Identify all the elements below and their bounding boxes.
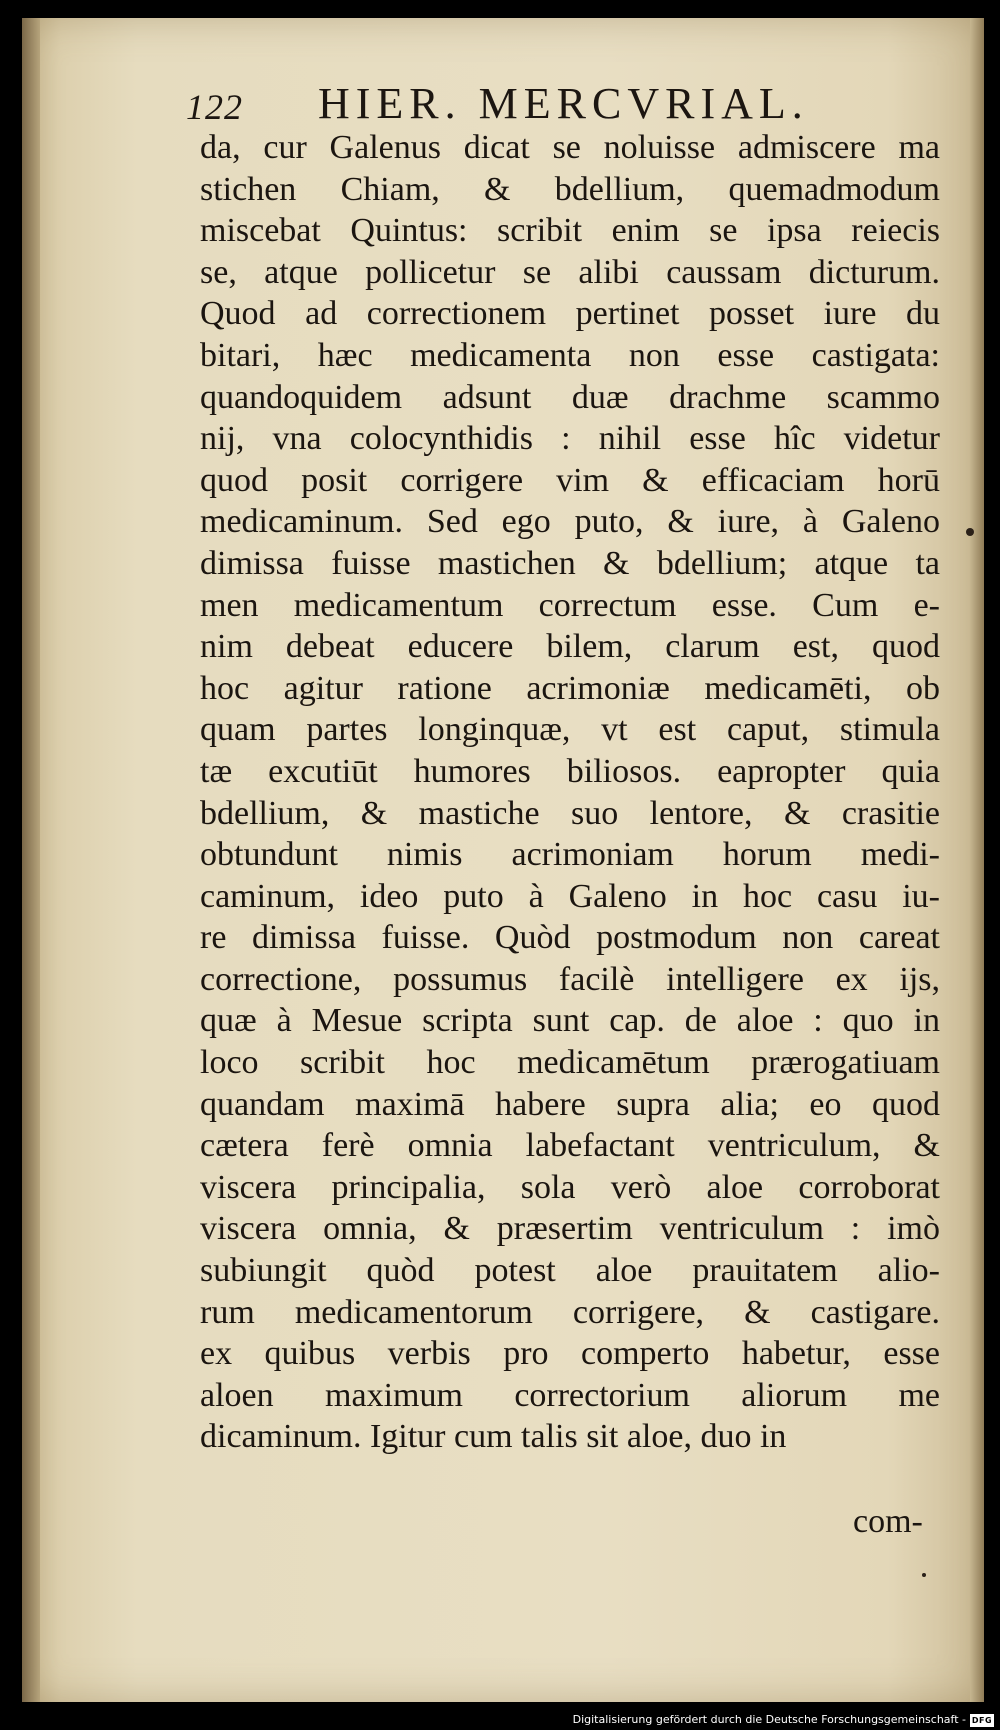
text-line: obtundunt nimis acrimoniam horum medi- bbox=[200, 836, 940, 874]
text-line: stichen Chiam, & bdellium, quemadmodum bbox=[200, 170, 940, 208]
page-header bbox=[168, 78, 868, 134]
text-line: nim debeat educere bilem, clarum est, quod bbox=[200, 628, 940, 666]
text-line: quandoquidem adsunt duæ drachme scammo bbox=[200, 378, 940, 416]
text-line: subiungit quòd potest aloe prauitatem alio- bbox=[200, 1252, 940, 1290]
text-line: caminum, ideo puto à Galeno in hoc casu iu- bbox=[200, 877, 940, 915]
text-line: viscera principalia, sola verò aloe corroborat bbox=[200, 1168, 940, 1206]
text-line: dimissa fuisse mastichen & bdellium; atque ta bbox=[200, 544, 940, 582]
dfg-logo: DFG bbox=[971, 1716, 993, 1725]
text-line: rum medicamentorum corrigere, & castigare. bbox=[200, 1293, 940, 1331]
body-text bbox=[200, 127, 940, 1458]
text-line: da, cur Galenus dicat se noluisse admiscere ma bbox=[200, 129, 940, 166]
ink-speck bbox=[966, 528, 974, 536]
text-line: hoc agitur ratione acrimoniæ medicamēti, ob bbox=[200, 669, 940, 707]
text-line: medicaminum. Sed ego puto, & iure, à Galeno bbox=[200, 503, 940, 541]
catchword: com- bbox=[853, 1503, 923, 1540]
running-head: HIER. MERCVRIAL. bbox=[318, 79, 809, 128]
text-line: men medicamentum correctum esse. Cum e- bbox=[200, 586, 940, 624]
ink-speck bbox=[922, 1573, 926, 1577]
page-gutter-shadow bbox=[22, 18, 40, 1702]
text-line: se, atque pollicetur se alibi caussam dicturum. bbox=[200, 253, 940, 291]
page-number: 122 bbox=[186, 87, 243, 127]
text-line: quod posit corrigere vim & efficaciam horū bbox=[200, 461, 940, 499]
text-line: tæ excutiūt humores biliosos. eapropter quia bbox=[200, 752, 940, 790]
text-line: bitari, hæc medicamenta non esse castigata: bbox=[200, 336, 940, 374]
text-line: quæ à Mesue scripta sunt cap. de aloe : quo in bbox=[200, 1002, 940, 1040]
text-line: re dimissa fuisse. Quòd postmodum non careat bbox=[200, 919, 940, 957]
text-line: correctione, possumus facilè intelligere ex ijs, bbox=[200, 960, 940, 998]
text-line: miscebat Quintus: scribit enim se ipsa reiecis bbox=[200, 212, 940, 250]
text-line: quandam maximā habere supra alia; eo quod bbox=[200, 1085, 940, 1123]
footer-credit: Digitalisierung gefördert durch die Deutsche Forschungsgemeinschaft - bbox=[572, 1713, 966, 1726]
text-line: viscera omnia, & præsertim ventriculum : imò bbox=[200, 1210, 940, 1248]
text-line: dicaminum. Igitur cum talis sit aloe, duo in bbox=[200, 1418, 787, 1456]
text-line: loco scribit hoc medicamētum prærogatiuam bbox=[200, 1044, 940, 1082]
text-line: cætera ferè omnia labefactant ventriculum, & bbox=[200, 1127, 940, 1165]
text-line: ex quibus verbis pro comperto habetur, esse bbox=[200, 1335, 940, 1373]
text-line: Quod ad correctionem pertinet posset iure du bbox=[200, 295, 940, 333]
text-line: quam partes longinquæ, vt est caput, stimula bbox=[200, 711, 940, 749]
text-line: aloen maximum correctorium aliorum me bbox=[200, 1376, 940, 1414]
text-line: bdellium, & mastiche suo lentore, & crasitie bbox=[200, 794, 940, 832]
text-line: nij, vna colocynthidis : nihil esse hîc videtur bbox=[200, 420, 940, 458]
page-edge-shadow bbox=[970, 18, 984, 1702]
